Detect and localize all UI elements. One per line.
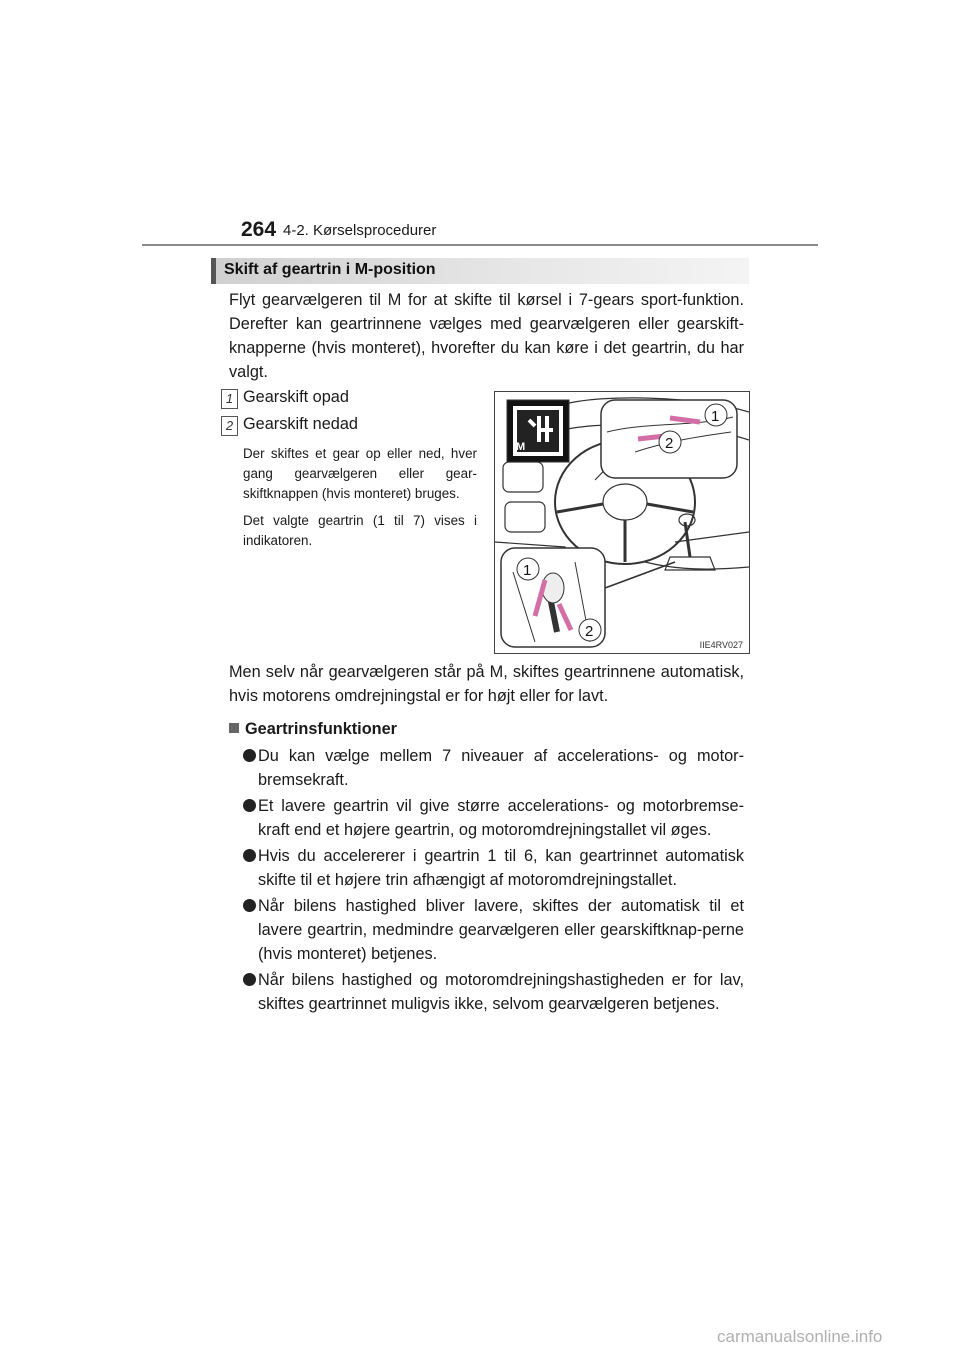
- bullet-text: Når bilens hastighed og motoromdrejningshastigheden er for lav, skiftes geartrinnet muligvis ikke, selvom gearvælgeren betjenes.: [258, 971, 744, 1013]
- bullet-dot-icon: [243, 749, 256, 762]
- bullet-text: Når bilens hastighed bliver lavere, skiftes der automatisk til et lavere geartrin, medmindre gearvælgeren eller gearskiftknap-perne (hvis monteret) betjenes.: [258, 897, 744, 963]
- functions-heading-text: Geartrinsfunktioner: [245, 720, 397, 738]
- bullet-text: Du kan vælge mellem 7 niveauer af accelerations- og motor-bremsekraft.: [258, 747, 744, 789]
- bullet-dot-icon: [243, 899, 256, 912]
- indicator-letter: M: [516, 441, 526, 453]
- bullet-dot-icon: [243, 849, 256, 862]
- watermark[interactable]: carmanualsonline.info: [717, 1327, 883, 1346]
- gear-shift-drawing: [495, 392, 749, 653]
- paddle-callout-1: 1: [711, 408, 720, 425]
- header-rule: [142, 244, 818, 246]
- section-heading-title: Skift af geartrin i M-position: [224, 261, 436, 278]
- bullet-dot-icon: [243, 973, 256, 986]
- paddle-callout-2: 2: [665, 435, 674, 452]
- step-2-badge: 2: [221, 416, 238, 436]
- lever-callout-1: 1: [523, 562, 532, 579]
- running-head: 4-2. Kørselsprocedurer: [283, 222, 437, 239]
- note-indicator: Det valgte geartrin (1 til 7) vises i indikatoren.: [243, 513, 477, 548]
- step-1-badge: 1: [221, 389, 238, 409]
- section-heading-accent: [211, 258, 216, 284]
- bullet-text: Et lavere geartrin vil give større accelerations- og motorbremse-kraft end et højere geartrin, og motoromdrejningstallet vil øges.: [258, 797, 744, 839]
- step-1-label: Gearskift opad: [243, 388, 349, 406]
- lever-callout-2: 2: [585, 623, 594, 640]
- auto-shift-paragraph: Men selv når gearvælgeren står på M, skiftes geartrinnene automatisk, hvis motorens omdrejningstal er for højt eller for lavt.: [229, 663, 744, 705]
- note-shift-per-use: Der skiftes et gear op eller ned, hver gang gearvælgeren eller gear-skiftknappen (hvis monteret) bruges.: [243, 446, 477, 501]
- figure-code: IIE4RV027: [699, 640, 743, 650]
- bullet-dot-icon: [243, 799, 256, 812]
- functions-heading: [229, 720, 397, 739]
- bullet-text: Hvis du accelererer i geartrin 1 til 6, kan geartrinnet automatisk skifte til et højere trin afhængigt af motoromdrejningstallet.: [258, 847, 744, 889]
- section-heading-bar: [211, 258, 749, 284]
- page-number: 264: [241, 218, 277, 241]
- gear-shift-illustration: [494, 391, 750, 654]
- step-2-label: Gearskift nedad: [243, 415, 358, 433]
- square-bullet-icon: [229, 723, 239, 733]
- intro-paragraph: Flyt gearvælgeren til M for at skifte til kørsel i 7-gears sport-funktion. Derefter kan geartrinnene vælges med gearvælgeren eller gearskift-knapperne (hvis monteret), hvorefter du kan køre i det geartrin, du har valgt.: [229, 291, 744, 381]
